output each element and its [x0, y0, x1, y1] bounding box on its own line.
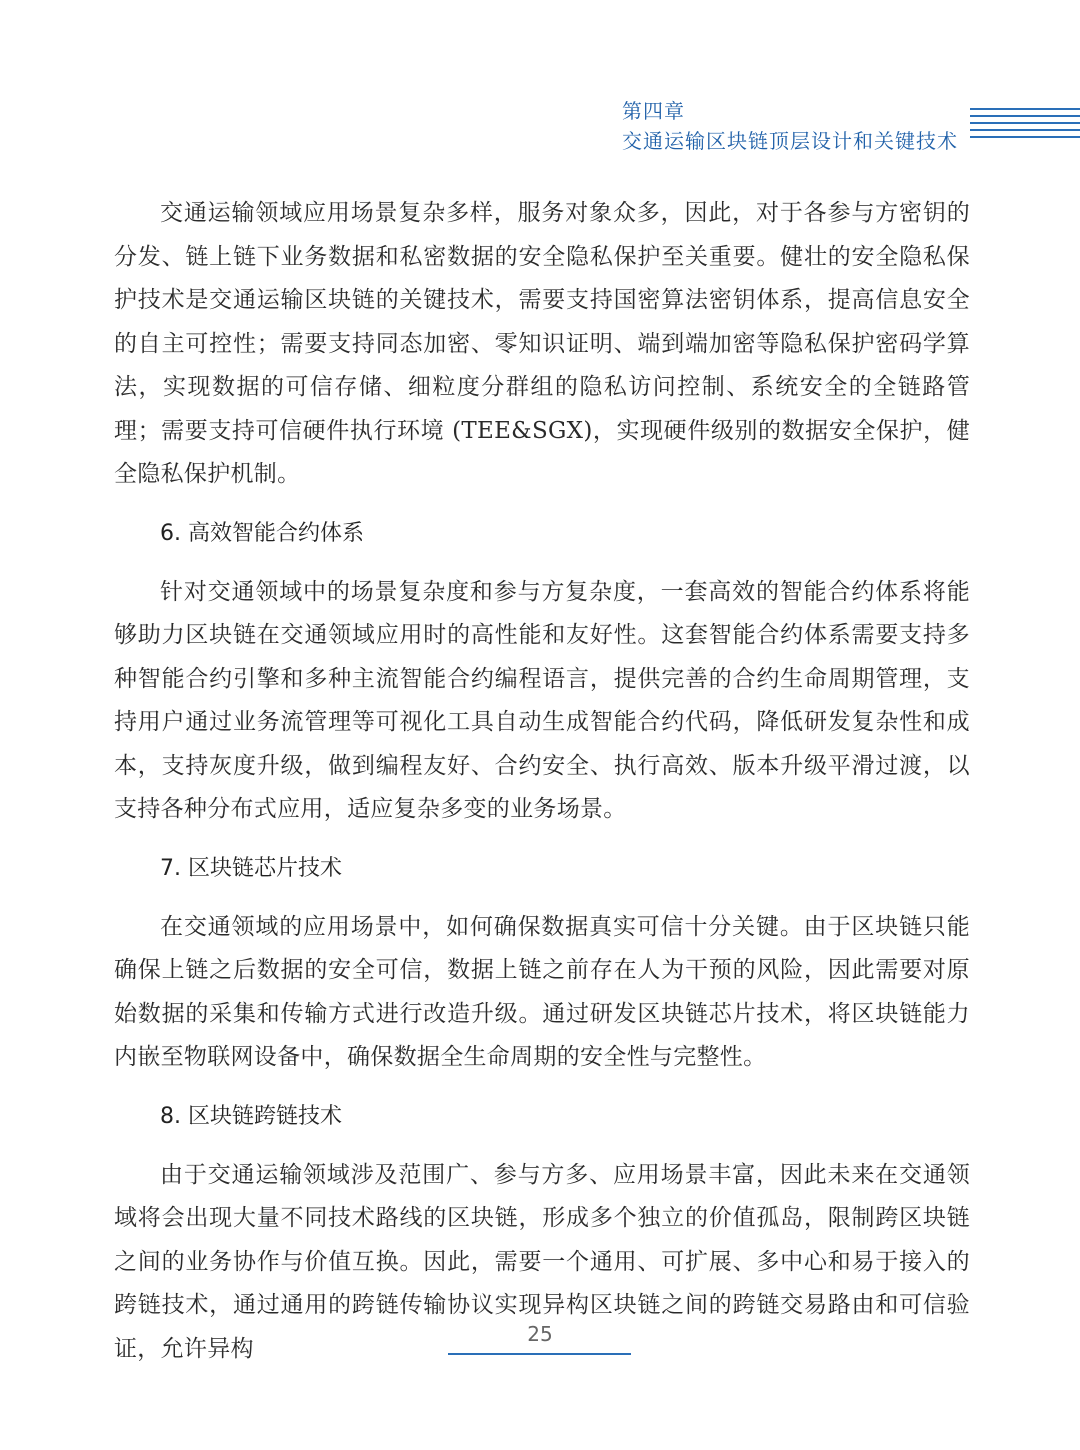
paragraph-cross-chain: 由于交通运输领域涉及范围广、参与方多、应用场景丰富，因此未来在交通领域将会出现大量不同技术路线的区块链，形成多个独立的价值孤岛，限制跨区块链之间的业务协作与价值互换。因此，需要一个通用、可扩展、多中心和易于接入的跨链技术，通过通用的跨链传输协议实现异构区块链之间的跨链交易路由和可信验证，允许异构 — [114, 1161, 970, 1362]
paragraph-privacy: 交通运输领域应用场景复杂多样，服务对象众多，因此，对于各参与方密钥的分发、链上链下业务数据和私密数据的安全隐私保护至关重要。健壮的安全隐私保护技术是交通运输区块链的关键技术，需要支持国密算法密钥体系，提高信息安全的自主可控性；需要支持同态加密、零知识证明、端到端加密等隐私保护密码学算法，实现数据的可信存储、细粒度分群组的隐私访问控制、系统安全的全链路管理；需要支持可信硬件执行环境 (TEE&SGX)，实现硬件级别的数据安全保护，健全隐私保护机制。 — [114, 200, 970, 487]
paragraph-chip: 在交通领域的应用场景中，如何确保数据真实可信十分关键。由于区块链只能确保上链之后数据的安全可信，数据上链之前存在人为干预的风险，因此需要对原始数据的采集和传输方式进行改造升级。通过研发区块链芯片技术，将区块链能力内嵌至物联网设备中，确保数据全生命周期的安全性与完整性。 — [114, 913, 970, 1070]
footer-rule — [448, 1353, 631, 1355]
section-heading-8: 8. 区块链跨链技术 — [160, 1103, 342, 1129]
chapter-number: 第四章 — [622, 99, 685, 123]
page-number: 25 — [527, 1322, 553, 1346]
section-heading-6: 6. 高效智能合约体系 — [160, 520, 364, 546]
header-decorative-lines — [970, 108, 1080, 143]
page-body — [114, 192, 970, 1371]
chapter-title: 交通运输区块链顶层设计和关键技术 — [622, 129, 958, 153]
paragraph-smart-contract: 针对交通领域中的场景复杂度和参与方复杂度，一套高效的智能合约体系将能够助力区块链在交通领域应用时的高性能和友好性。这套智能合约体系需要支持多种智能合约引擎和多种主流智能合约编程语言，提供完善的合约生命周期管理，支持用户通过业务流管理等可视化工具自动生成智能合约代码，降低研发复杂性和成本，支持灰度升级，做到编程友好、合约安全、执行高效、版本升级平滑过渡，以支持各种分布式应用，适应复杂多变的业务场景。 — [114, 578, 970, 822]
section-heading-7: 7. 区块链芯片技术 — [160, 855, 342, 881]
running-header — [622, 96, 958, 156]
